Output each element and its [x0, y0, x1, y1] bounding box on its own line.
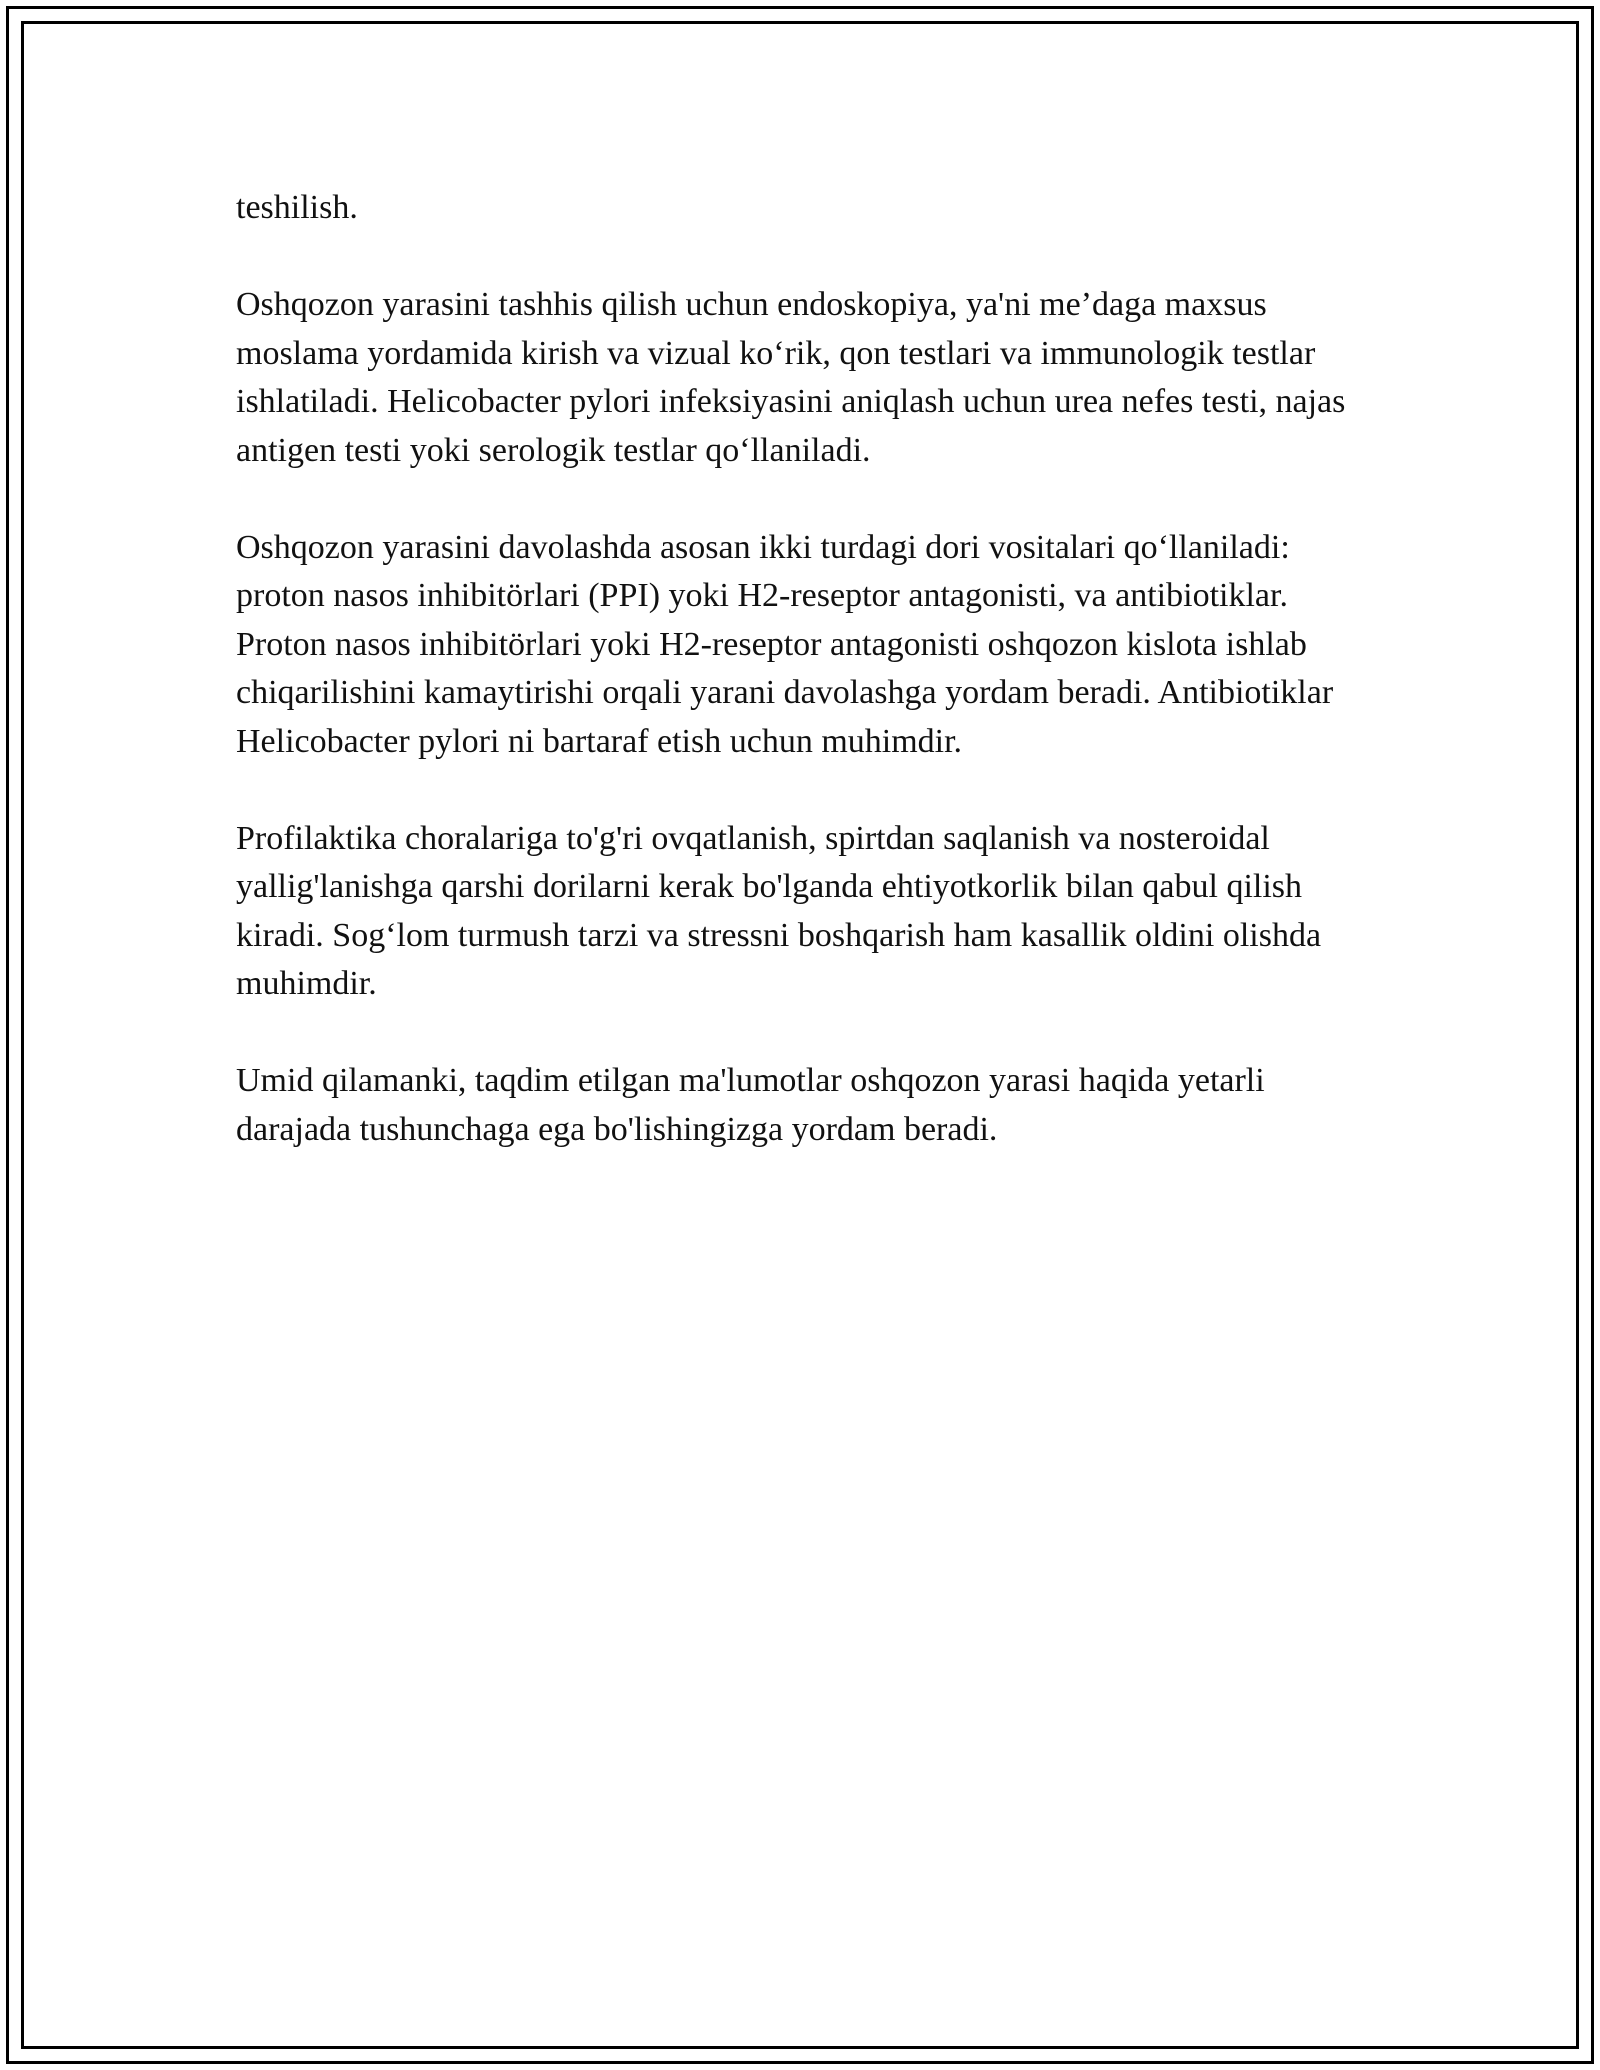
- paragraph-treatment: Oshqozon yarasini davolashda asosan ikki turdagi dori vositalari qo‘llaniladi: proton nasos inhibitörlari (PPI) yoki H2-reseptor antagonisti, va antibiotiklar. Proton nasos inhibitörlari yoki H2-reseptor antagonisti oshqozon kislota ishlab chiqarilishini kamaytirishi orqali yarani davolashga yordam beradi. Antibiotiklar Helicobacter pylori ni bartaraf etish uchun muhimdir.: [236, 528, 1334, 760]
- paragraph-conclusion: Umid qilamanki, taqdim etilgan ma'lumotlar oshqozon yarasi haqida yetarli darajada tushunchaga ega bo'lishingizga yordam beradi.: [236, 1062, 1265, 1148]
- paragraph-continuation: teshilish.: [236, 189, 358, 226]
- paragraph-prevention: Profilaktika choralariga to'g'ri ovqatlanish, spirtdan saqlanish va nosteroidal yallig'lanishga qarshi dorilarni kerak bo'lganda ehtiyotkorlik bilan qabul qilish kiradi. Sog‘lom turmush tarzi va stressni boshqarish ham kasallik oldini olishda muhimdir.: [236, 819, 1322, 1002]
- paragraph-diagnosis: Oshqozon yarasini tashhis qilish uchun endoskopiya, ya'ni me’daga maxsus moslama yordamida kirish va vizual ko‘rik, qon testlari va immunologik testlar ishlatiladi. Helicobacter pylori infeksiyasini aniqlash uchun urea nefes testi, najas antigen testi yoki serologik testlar qo‘llaniladi.: [236, 286, 1346, 469]
- document-body: [236, 184, 1376, 1203]
